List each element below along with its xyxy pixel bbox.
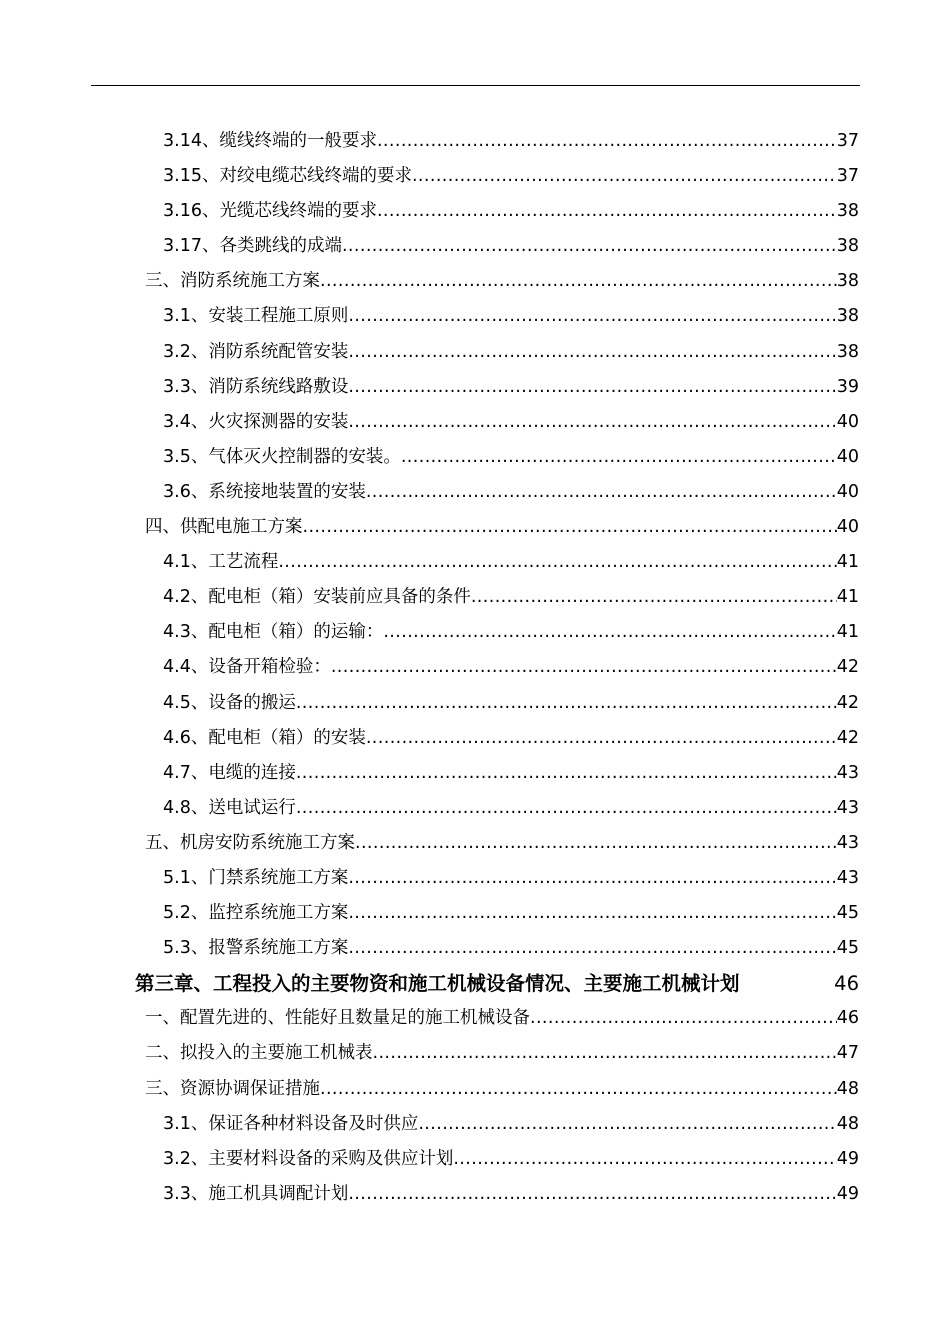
toc-dot-leader	[377, 194, 837, 229]
toc-dot-leader	[348, 405, 836, 440]
toc-entry-title: 五、机房安防系统施工方案	[145, 832, 355, 853]
toc-entry[interactable]	[0, 896, 950, 931]
toc-entry[interactable]	[0, 580, 950, 615]
toc-page-number: 42	[836, 727, 859, 748]
toc-entry[interactable]	[0, 1072, 950, 1107]
toc-entry-title: 3.17、各类跳线的成端	[163, 236, 342, 257]
toc-entry[interactable]	[0, 791, 950, 826]
toc-dot-leader	[348, 370, 836, 405]
toc-page-number: 49	[836, 1148, 859, 1169]
toc-dot-leader	[348, 861, 836, 896]
toc-page-number: 40	[836, 411, 859, 432]
toc-dot-leader	[373, 1036, 837, 1071]
toc-entry[interactable]	[0, 440, 950, 475]
toc-entry-title: 4.7、电缆的连接	[163, 762, 296, 783]
toc-dot-leader	[303, 510, 837, 545]
toc-entry[interactable]	[0, 405, 950, 440]
toc-entry-title: 四、供配电施工方案	[145, 517, 303, 538]
toc-page-number: 38	[836, 341, 859, 362]
toc-entry[interactable]	[0, 510, 950, 545]
toc-entry-title: 5.2、监控系统施工方案	[163, 903, 349, 924]
toc-dot-leader	[412, 159, 837, 194]
toc-entry-title: 3.6、系统接地装置的安装	[163, 481, 366, 502]
toc-page-number: 38	[836, 271, 859, 292]
toc-entry-title: 4.2、配电柜（箱）安装前应具备的条件	[163, 587, 471, 608]
toc-entry[interactable]	[0, 826, 950, 861]
toc-dot-leader	[401, 440, 837, 475]
toc-page-number: 43	[836, 762, 859, 783]
toc-dot-leader	[348, 896, 836, 931]
toc-page-number: 37	[836, 131, 859, 151]
toc-entry-title: 3.1、保证各种材料设备及时供应	[163, 1113, 419, 1134]
toc-page-number: 46	[834, 972, 859, 996]
toc-entry-title: 4.5、设备的搬运	[163, 692, 296, 713]
toc-entry-title: 3.5、气体灭火控制器的安装。	[163, 446, 401, 467]
toc-entry[interactable]	[0, 1001, 950, 1036]
toc-entry[interactable]	[0, 545, 950, 580]
toc-page-number: 41	[836, 552, 859, 573]
toc-page-number: 41	[836, 587, 859, 608]
toc-dot-leader	[383, 615, 836, 650]
toc-page-number: 38	[836, 306, 859, 327]
header-rule	[91, 85, 860, 86]
toc-entry-title: 一、配置先进的、性能好且数量足的施工机械设备	[145, 1008, 530, 1029]
toc-entry[interactable]	[0, 756, 950, 791]
toc-dot-leader	[366, 475, 837, 510]
toc-entry[interactable]	[0, 615, 950, 650]
toc-page-number: 48	[836, 1113, 859, 1134]
toc-page-number: 45	[836, 938, 859, 959]
toc-dot-leader	[296, 756, 837, 791]
toc-dot-leader	[355, 826, 837, 861]
toc-dot-leader	[331, 650, 837, 685]
toc-entry[interactable]	[0, 686, 950, 721]
toc-entry-title: 4.4、设备开箱检验：	[163, 657, 331, 678]
toc-entry-title: 3.2、消防系统配管安装	[163, 341, 349, 362]
toc-entry-title: 5.3、报警系统施工方案	[163, 938, 349, 959]
toc-page-number: 38	[836, 201, 859, 222]
toc-entry[interactable]	[0, 1142, 950, 1177]
toc-entry[interactable]	[0, 1177, 950, 1212]
toc-entry[interactable]	[0, 475, 950, 510]
toc-entry-title: 3.3、施工机具调配计划	[163, 1183, 349, 1204]
toc-dot-leader	[320, 264, 837, 299]
toc-dot-leader	[377, 124, 837, 159]
toc-entry-title: 3.3、消防系统线路敷设	[163, 376, 349, 397]
toc-entry[interactable]	[0, 931, 950, 966]
toc-entry-title: 三、资源协调保证措施	[145, 1078, 320, 1099]
toc-entry[interactable]	[0, 335, 950, 370]
toc-dot-leader	[348, 335, 836, 370]
toc-dot-leader	[366, 721, 837, 756]
toc-page-number: 38	[836, 236, 859, 257]
toc-page-number: 42	[836, 657, 859, 678]
toc-dot-leader	[296, 686, 837, 721]
toc-dot-leader	[296, 791, 837, 826]
toc-entry[interactable]	[0, 1107, 950, 1142]
toc-entry-title: 4.3、配电柜（箱）的运输：	[163, 622, 384, 643]
toc-entry-title: 3.14、缆线终端的一般要求	[163, 131, 377, 151]
toc-page-number: 40	[836, 517, 859, 538]
toc-page-number: 46	[836, 1008, 859, 1029]
toc-dot-leader	[348, 299, 836, 334]
toc-entry-title: 4.6、配电柜（箱）的安装	[163, 727, 366, 748]
table-of-contents	[0, 124, 950, 1212]
toc-dot-leader	[348, 1177, 836, 1212]
toc-entry-title: 5.1、门禁系统施工方案	[163, 867, 349, 888]
toc-entry[interactable]	[0, 370, 950, 405]
toc-entry[interactable]	[0, 721, 950, 756]
toc-page-number: 47	[836, 1043, 859, 1064]
toc-entry-title: 二、拟投入的主要施工机械表	[145, 1043, 373, 1064]
toc-entry-title: 3.4、火灾探测器的安装	[163, 411, 349, 432]
toc-page-number: 48	[836, 1078, 859, 1099]
toc-entry[interactable]	[0, 159, 950, 194]
toc-entry[interactable]	[0, 229, 950, 264]
toc-dot-leader	[471, 580, 837, 615]
toc-entry[interactable]	[0, 861, 950, 896]
toc-page-number: 43	[836, 797, 859, 818]
toc-entry[interactable]	[0, 650, 950, 685]
toc-entry-title: 3.1、安装工程施工原则	[163, 306, 349, 327]
toc-entry[interactable]	[0, 299, 950, 334]
toc-page-number: 40	[836, 481, 859, 502]
toc-page-number: 41	[836, 622, 859, 643]
toc-dot-leader	[278, 545, 836, 580]
toc-page-number: 43	[836, 832, 859, 853]
toc-page-number: 37	[836, 166, 859, 187]
toc-page-number: 45	[836, 903, 859, 924]
toc-entry[interactable]	[0, 124, 950, 159]
toc-dot-leader	[342, 229, 837, 264]
toc-entry[interactable]	[0, 194, 950, 229]
toc-dot-leader	[418, 1107, 836, 1142]
toc-page-number: 43	[836, 867, 859, 888]
toc-entry-title: 3.16、光缆芯线终端的要求	[163, 201, 377, 222]
toc-dot-leader	[348, 931, 836, 966]
toc-page-number: 39	[836, 376, 859, 397]
toc-dot-leader	[530, 1001, 837, 1036]
toc-entry-title: 三、消防系统施工方案	[145, 271, 320, 292]
toc-entry-title: 第三章、工程投入的主要物资和施工机械设备情况、主要施工机械计划	[135, 972, 740, 996]
toc-entry-title: 3.2、主要材料设备的采购及供应计划	[163, 1148, 454, 1169]
toc-chapter-entry[interactable]	[0, 966, 950, 1001]
toc-dot-leader	[320, 1072, 837, 1107]
toc-entry-title: 3.15、对绞电缆芯线终端的要求	[163, 166, 412, 187]
toc-page-number: 40	[836, 446, 859, 467]
toc-page-number: 49	[836, 1183, 859, 1204]
toc-entry[interactable]	[0, 264, 950, 299]
toc-entry[interactable]	[0, 1036, 950, 1071]
toc-dot-leader	[453, 1142, 836, 1177]
toc-entry-title: 4.1、工艺流程	[163, 552, 279, 573]
toc-page-number: 42	[836, 692, 859, 713]
toc-entry-title: 4.8、送电试运行	[163, 797, 296, 818]
